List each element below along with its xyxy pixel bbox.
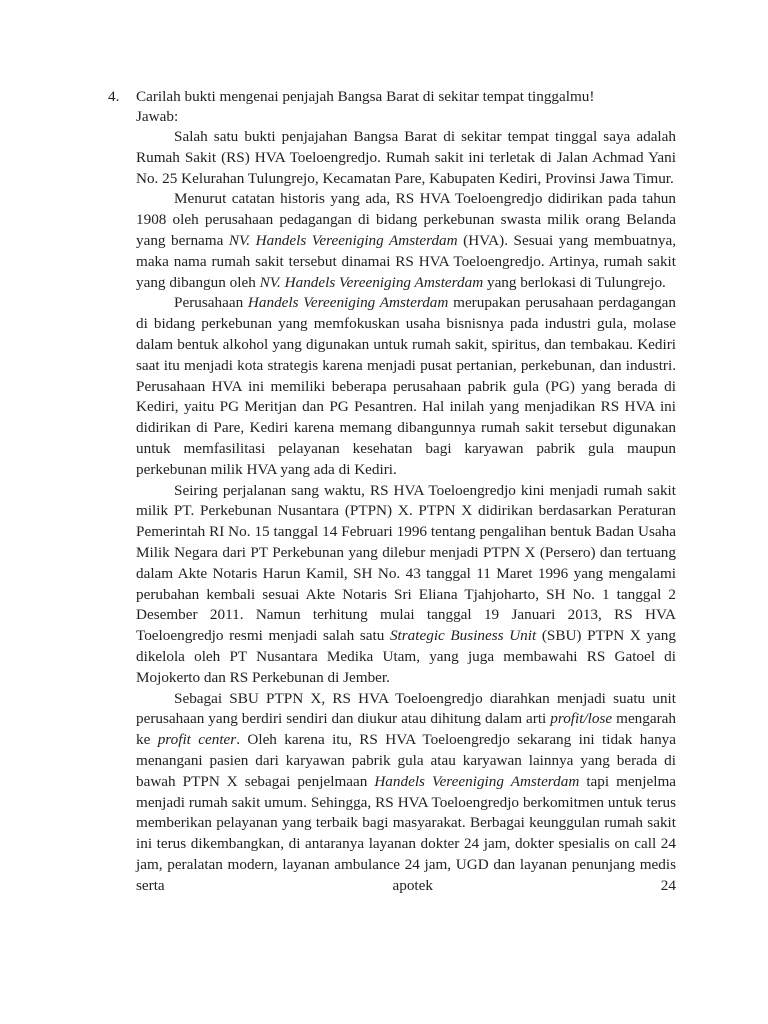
paragraph-5-text-c: mengarah ke <box>136 710 677 749</box>
paragraph-5-text-a: Sebagai SBU PTPN X, RS HVA Toeloengredjo diarahkan menjadi suatu unit perusahaan yang berdiri sendiri dan diukur atau dihitung dalam arti <box>136 689 676 728</box>
paragraph-3-text-a: Perusahaan <box>174 294 248 312</box>
paragraph-5-text-g: tapi menjelma menjadi rumah sakit umum. Sehingga, RS HVA Toeloengredjo berkomitmen untuk terus memberikan pelayanan yang terbaik bagi masyarakat. Berbagai keunggulan rumah sakit ini terus dikembangkan, di antaranya layanan dokter 24 jam, dokter spesialis on call 24 jam, peralatan modern, layanan ambulance 24 jam, UGD dan layanan penunjang medis serta apotek 24 <box>136 772 676 894</box>
paragraph-2-text-e: yang berlokasi di Tulungrejo. <box>483 273 666 291</box>
paragraph-1: Salah satu bukti penjajahan Bangsa Barat di sekitar tempat tinggal saya adalah Rumah Sakit (RS) HVA Toeloengredjo. Rumah sakit ini terletak di Jalan Achmad Yani No. 25 Kelurahan Tulungrejo, Kecamatan Pare, Kabupaten Kediri, Provinsi Jawa Timur. <box>136 128 676 187</box>
paragraph-2-text-a: Menurut catatan historis yang ada, RS HVA Toeloengredjo didirikan pada tahun 1908 oleh perusahaan pedagangan di bidang perkebunan swasta milik orang Belanda yang bernama <box>136 190 676 249</box>
answer-body <box>136 127 676 896</box>
paragraph-3 <box>136 293 676 480</box>
paragraph-2-italic-company: NV. Handels Vereeniging Amsterdam <box>228 231 458 249</box>
paragraph-2-text-c: (HVA). Sesuai yang membuatnya, maka nama rumah sakit tersebut dinamai RS HVA Toeloengredjo. Artinya, rumah sakit yang dibangun oleh <box>136 231 676 291</box>
paragraph-5-italic-profit-lose: profit/lose <box>550 710 613 728</box>
question-text: Carilah bukti mengenai penjajah Bangsa Barat di sekitar tempat tinggalmu! <box>136 88 595 105</box>
paragraph-4-italic-sbu: Strategic Business Unit <box>389 627 537 645</box>
paragraph-4-text-c: (SBU) PTPN X yang dikelola oleh PT Nusantara Medika Utam, yang juga membawahi RS Gatoel di Mojokerto dan RS Perkebunan di Jember. <box>136 627 676 686</box>
answer-label: Jawab: <box>136 108 179 125</box>
paragraph-3-text-c: merupakan perusahaan perdagangan di bidang perkebunan yang memfokuskan usaha bisnisnya pada industri gula, molase dalam bentuk alkohol yang digunakan untuk rumah sakit, spiritus, dan tembakau. Kediri saat itu menjadi kota strategis karena menjadi pusat pertanian, perkebunan, dan industri. Perusahaan HVA ini memiliki beberapa perusahaan pabrik gula (PG) yang berada di Kediri, yaitu PG Meritjan dan PG Pesantren. Hal inilah yang menjadikan RS HVA ini didirikan di Pare, Kediri karena memang dibangunnya rumah sakit tersebut digunakan untuk memfasilitasi pelayanan kesehatan bagi karyawan pabrik gula maupun perkebunan milik HVA yang ada di Kediri. <box>136 294 676 478</box>
paragraph-2-italic-company-2: NV. Handels Vereeniging Amsterdam <box>259 273 484 291</box>
question-number: 4. <box>108 88 120 105</box>
paragraph-4 <box>136 481 676 689</box>
paragraph-4-text-a: Seiring perjalanan sang waktu, RS HVA Toeloengredjo kini menjadi rumah sakit milik PT. Perkebunan Nusantara (PTPN) X. PTPN X didirikan berdasarkan Peraturan Pemerintah RI No. 15 tanggal 14 Februari 1996 tentang pengalihan bentuk Badan Usaha Milik Negara dari PT Perkebunan yang dilebur menjadi PTPN X (Persero) dan tertuang dalam Akte Notaris Harun Kamil, SH No. 43 tanggal 11 Maret 1996 yang mengalami perubahan kembali sesuai Akte Notaris Sri Eliana Tjahjoharto, SH No. 1 tanggal 2 Desember 2011. Namun terhitung mulai tanggal 19 Januari 2013, RS HVA Toeloengredjo resmi menjadi salah satu <box>136 481 676 645</box>
paragraph-5-italic-profit-center: profit center <box>157 731 237 749</box>
paragraph-5-text-e: . Oleh karena itu, RS HVA Toeloengredjo sekarang ini tidak hanya menangani pasien dari karyawan pabrik gula atau karyawan lainnya yang berada di bawah PTPN X sebagai penjelmaan <box>136 731 676 790</box>
paragraph-2 <box>136 189 676 293</box>
question-line <box>108 87 648 107</box>
paragraph-5-italic-company: Handels Vereeniging Amsterdam <box>374 772 580 790</box>
paragraph-3-italic-company: Handels Vereeniging Amsterdam <box>247 294 449 312</box>
paragraph-5 <box>136 689 676 897</box>
